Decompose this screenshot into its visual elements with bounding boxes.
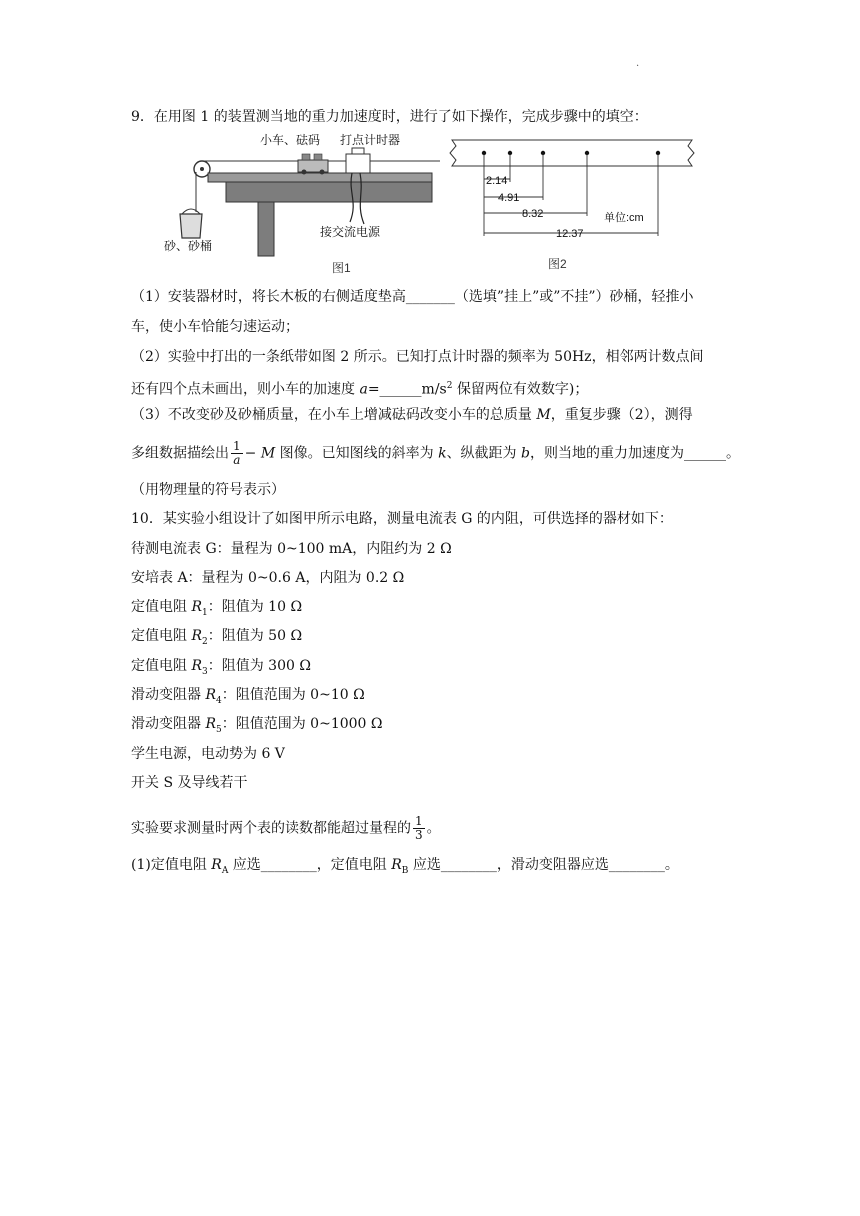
dot-timer: [346, 154, 370, 173]
tape-distance-1: 2.14: [486, 175, 508, 187]
sand-bucket: [180, 214, 202, 238]
fraction-1-over-a: $\frac{1}{a}$: [233, 439, 241, 467]
figure-2-tape: [448, 132, 704, 280]
table-top: [226, 182, 432, 202]
q9-part2-line2: 还有四个点未画出，则小车的加速度 $a=\_\_\_\_\_\_m/s^2$ 保留两位有效数字)；: [131, 381, 589, 398]
q9-part3-line3: （用物理量的符号表示）: [131, 482, 285, 498]
table-leg: [258, 202, 274, 256]
equipment-r3: 定值电阻 $R_3$：阻值为 300 Ω: [131, 658, 311, 677]
equipment-switch: 开关 S 及导线若干: [131, 775, 248, 791]
q10-part1: (1)定值电阻 $R_A$ 应选________，定值电阻 $R_B$ 应选________，滑动变阻器应选________。: [131, 857, 679, 876]
q9-part3-line1: （3）不改变砂及砂桶质量，在小车上增减砝码改变小车的总质量 M，重复步骤（2），测得: [131, 407, 693, 423]
fraction-one-third: $\frac{1}{3}$: [415, 814, 423, 842]
question-9-stem: 9．在用图 1 的装置测当地的重力加速度时，进行了如下操作，完成步骤中的填空：: [131, 109, 648, 125]
tape-distance-2: 4.91: [498, 192, 520, 204]
q9-part2-line1: （2）实验中打出的一条纸带如图 2 所示。已知打点计时器的频率为 50Hz，相邻两计数点间: [131, 349, 704, 365]
page-marker: .: [636, 58, 640, 69]
equipment-r2: 定值电阻 $R_2$：阻值为 50 Ω: [131, 628, 303, 647]
equipment-galvanometer: 待测电流表 G：量程为 0~100 mA，内阻约为 2 Ω: [131, 541, 452, 557]
tape-unit: 单位:cm: [604, 212, 644, 224]
tape-distance-4: 12.37: [556, 228, 584, 240]
long-board: [208, 173, 432, 182]
q9-part3-line2: 多组数据描绘出 $\frac{1}{a}$ − M 图像。已知图线的斜率为 k、纵截距为 b，则当地的重力加速度为______。: [131, 439, 740, 467]
q9-part1-line2: 车，使小车恰能匀速运动；: [131, 319, 299, 335]
q9-part1-line1: （1）安装器材时，将长木板的右侧适度垫高_______（选填”挂上”或”不挂”）砂桶，轻推小: [131, 289, 694, 305]
label-sand-bucket: 砂、砂桶: [164, 239, 213, 253]
equipment-r1: 定值电阻 $R_1$：阻值为 10 Ω: [131, 599, 303, 618]
tape-distance-3: 8.32: [522, 208, 544, 220]
q10-requirement: 实验要求测量时两个表的读数都能超过量程的 $\frac{1}{3}$ 。: [131, 814, 441, 842]
figure-1-caption: 图1: [332, 261, 351, 275]
figure-1-apparatus: [160, 132, 450, 280]
equipment-r4: 滑动变阻器 $R_4$：阻值范围为 0~10 Ω: [131, 687, 365, 706]
figure-2-caption: 图2: [548, 257, 567, 271]
label-cart-weights: 小车、砝码: [260, 133, 321, 147]
equipment-ammeter: 安培表 A：量程为 0~0.6 A，内阻为 0.2 Ω: [131, 570, 405, 586]
label-ac-power: 接交流电源: [320, 225, 381, 239]
equipment-power: 学生电源，电动势为 6 V: [131, 746, 285, 762]
label-timer: 打点计时器: [340, 133, 401, 147]
equipment-r5: 滑动变阻器 $R_5$：阻值范围为 0~1000 Ω: [131, 716, 383, 735]
question-10-stem: 10．某实验小组设计了如图甲所示电路，测量电流表 G 的内阻，可供选择的器材如下：: [131, 511, 673, 527]
